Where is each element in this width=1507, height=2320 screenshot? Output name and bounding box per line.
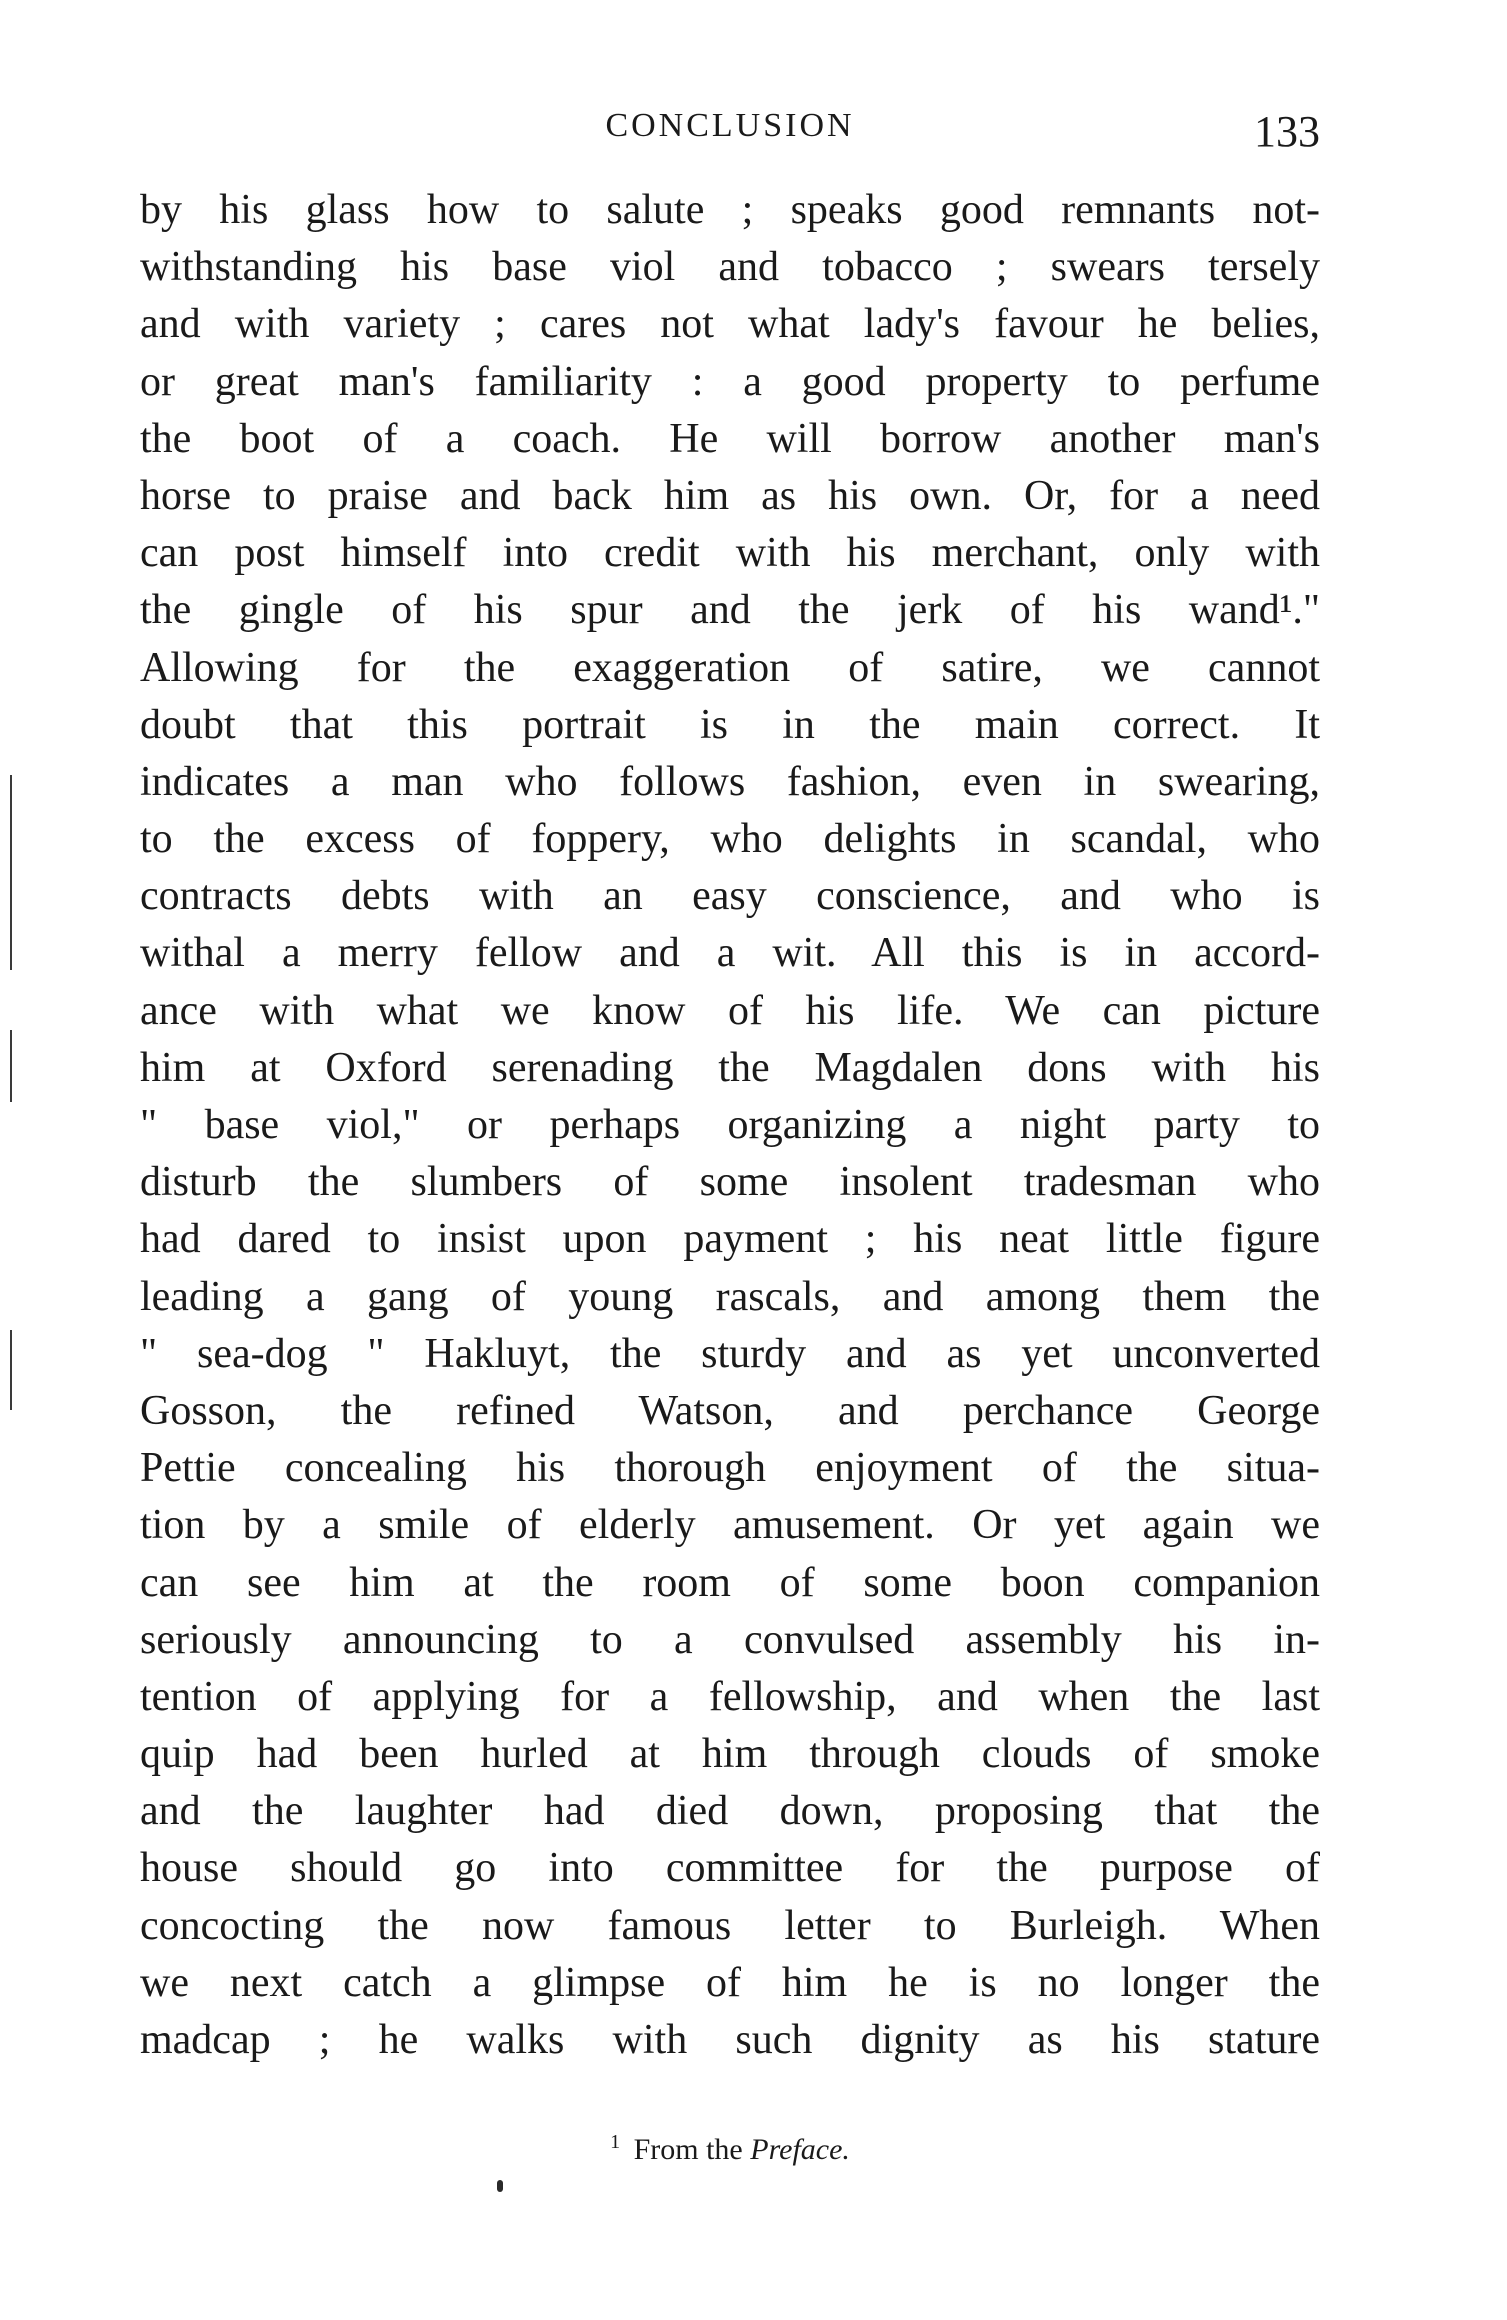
text-line: or great man's familiarity : a good property to perfume <box>140 358 1320 405</box>
text-line: leading a gang of young rascals, and among them the <box>140 1273 1320 1320</box>
running-head <box>140 96 1320 156</box>
text-line: had dared to insist upon payment ; his neat little figure <box>140 1216 1320 1263</box>
footnote-title: Preface. <box>750 2133 850 2166</box>
text-line: tion by a smile of elderly amusement. Or yet again we <box>140 1502 1320 1549</box>
text-line: doubt that this portrait is in the main correct. It <box>140 701 1320 748</box>
text-line: and with variety ; cares not what lady's favour he belies, <box>140 301 1320 348</box>
text-line: horse to praise and back him as his own. Or, for a need <box>140 472 1320 519</box>
text-line: we next catch a glimpse of him he is no longer the <box>140 1959 1320 2006</box>
text-line: Allowing for the exaggeration of satire, we cannot <box>140 644 1320 691</box>
text-line: to the excess of foppery, who delights in scandal, who <box>140 816 1320 863</box>
text-line: withstanding his base viol and tobacco ; swears tersely <box>140 244 1320 291</box>
text-line: Gosson, the refined Watson, and perchance George <box>140 1387 1320 1434</box>
text-line: ance with what we know of his life. We can picture <box>140 987 1320 1034</box>
text-line: Pettie concealing his thorough enjoyment of the situa- <box>140 1445 1320 1492</box>
text-line: him at Oxford serenading the Magdalen dons with his <box>140 1044 1320 1091</box>
text-line: concocting the now famous letter to Burleigh. When <box>140 1902 1320 1949</box>
text-line: can see him at the room of some boon companion <box>140 1559 1320 1606</box>
footnote-prefix: From the <box>633 2133 743 2166</box>
text-line: quip had been hurled at him through clouds of smoke <box>140 1731 1320 1778</box>
text-line: can post himself into credit with his merchant, only with <box>140 530 1320 577</box>
stray-ink-mark <box>497 2180 503 2192</box>
text-line: withal a merry fellow and a wit. All this is in accord- <box>140 930 1320 977</box>
text-line: indicates a man who follows fashion, even in swearing, <box>140 758 1320 805</box>
margin-scan-line <box>10 775 12 970</box>
text-line: " base viol," or perhaps organizing a night party to <box>140 1102 1320 1148</box>
text-line: madcap ; he walks with such dignity as his stature <box>140 2017 1320 2063</box>
text-line: disturb the slumbers of some insolent tradesman who <box>140 1159 1320 1206</box>
footnote-marker: 1 <box>610 2131 621 2153</box>
running-title: CONCLUSION <box>605 107 855 144</box>
text-line: house should go into committee for the purpose of <box>140 1845 1320 1892</box>
text-line: " sea-dog " Hakluyt, the sturdy and as yet unconverted <box>140 1330 1320 1377</box>
text-line: the boot of a coach. He will borrow another man's <box>140 415 1320 462</box>
footnote <box>140 2122 1320 2170</box>
text-line: and the laughter had died down, proposing that the <box>140 1788 1320 1835</box>
page-number: 133 <box>1254 107 1320 156</box>
text-line: contracts debts with an easy conscience, and who is <box>140 873 1320 920</box>
text-line: by his glass how to salute ; speaks good remnants not- <box>140 187 1320 233</box>
text-line: seriously announcing to a convulsed assembly his in- <box>140 1616 1320 1663</box>
text-line: the gingle of his spur and the jerk of his wand¹." <box>140 587 1320 634</box>
text-line: tention of applying for a fellowship, and when the last <box>140 1673 1320 1720</box>
margin-scan-line <box>10 1030 12 1102</box>
body-text <box>140 182 1320 2069</box>
margin-scan-line <box>10 1330 12 1410</box>
